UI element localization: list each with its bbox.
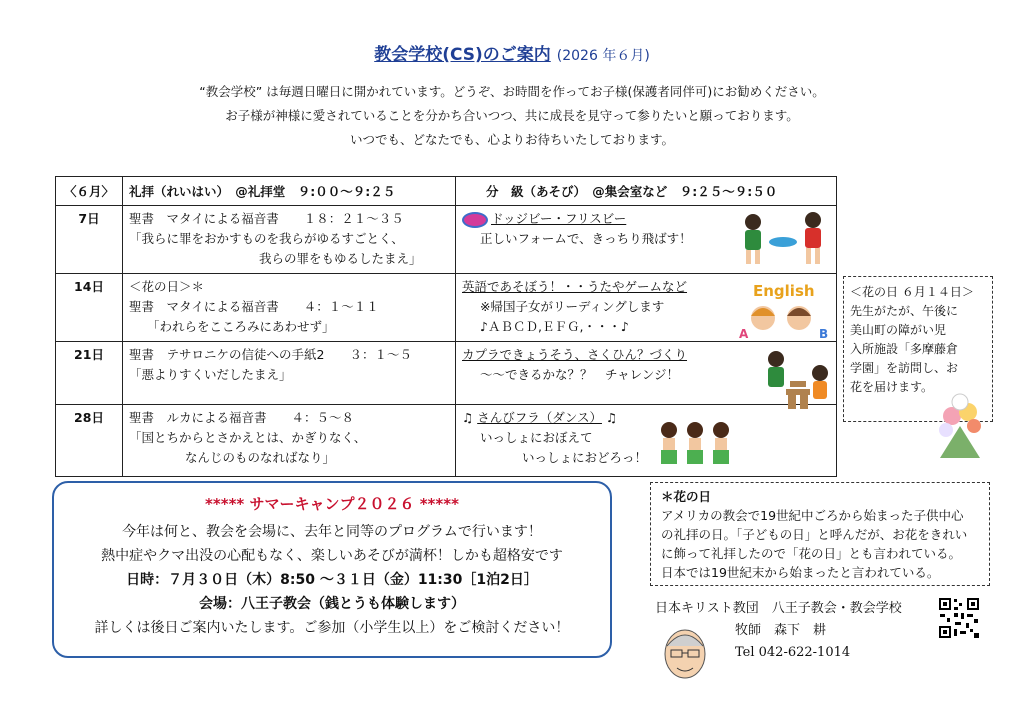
camp-line-2: 熱中症やクマ出没の心配もなく、楽しいあそびが満杯！しかも超格安です [101,548,563,564]
intro-line-1: “教会学校” は毎週日曜日に開かれています。どうぞ、お時間を作ってお子様(保護者同伴可)にお勧めください。 [199,84,825,99]
music-note-icon: ♫ [601,410,618,425]
table-row [56,274,837,342]
row-worship [123,405,456,477]
row-bible: 聖書 ルカによる福音書 ４：５〜８ [129,410,355,425]
qr-code-icon [938,597,980,639]
pastor-portrait-illustration [655,624,715,682]
activity-desc: 〜〜できるかな？？ チャレンジ！ [480,367,680,382]
activity-title: カプラできょうそう、さくひん？づくり [462,347,688,362]
header-worship: 礼拝（れいはい） @礼拝堂 ９:００〜９:２５ [123,177,456,206]
note-title: ＜花の日 ６月１４日＞ [850,285,974,299]
camp-line-5: 詳しくは後日ご案内いたします。ご参加（小学生以上）をご検討ください！ [94,620,570,636]
row-verse: 「われらをこころみにあわせず」 [147,319,335,334]
pastor-name: 牧師 森下 耕 [735,623,827,638]
activity-title: ドッジビー・フリスビー [491,211,627,226]
intro-line-2: お子様が神様に愛されていることを分かち合いつつ、共に成長を見守って参りたいと願っております。 [225,108,799,123]
row-date: 14日 [56,274,123,342]
row-verse: 「悪よりすくいだしたまえ」 [129,367,292,382]
flower-bouquet-illustration [930,392,990,462]
row-worship [123,206,456,274]
camp-venue: 会場：八王子教会（銭とうも体験します） [199,596,465,612]
hula-dancers-illustration [655,416,735,472]
summer-camp-box [52,481,612,658]
svg-text:B: B [819,327,829,341]
row-verse-2: なんじのものなればなり」 [185,450,336,465]
note-line: 花を届けます。 [850,380,934,394]
note-line: 先生がたが、午後に [850,304,959,318]
activity-desc: 正しいフォームで、きっちり飛ばす！ [480,231,692,246]
intro-line-3: いつでも、どなたでも、心よりお待ちいたしております。 [349,132,674,147]
church-tel: Tel 042-622-1014 [735,645,851,660]
header-activity: 分 級（あそび） @集会室など ９:２５〜９:５０ [456,177,837,206]
row-verse-2: 我らの罪をもゆるしたまえ」 [259,251,422,266]
title-subtitle: (2026 年６月) [556,48,650,64]
row-verse: 「我らに罪をおかすものを我らがゆるすごとく、 [129,231,404,246]
note-line: 学園」を訪問し、お [850,361,959,375]
svg-text:English: English [753,282,815,300]
row-verse: 「国とちからとさかえとは、かぎりなく、 [129,430,367,445]
page-title [0,40,1024,65]
note-line: 美山町の障がい児 [850,323,947,337]
kapla-kids-illustration [760,347,835,413]
hana-title: ＊花の日 [661,489,712,504]
table-header-row [56,177,837,206]
music-note-icon: ♫ [462,410,478,425]
table-row [56,342,837,405]
row-bible: 聖書 マタイによる福音書 １８：２１〜３５ [129,211,404,226]
row-activity [456,405,837,477]
row-special: ＜花の日＞＊ [129,279,205,294]
activity-desc-2: いっしょにおどろっ！ [522,450,648,465]
row-date: 21日 [56,342,123,405]
activity-title: 英語であそぼう！・・うたやゲームなど [462,279,688,294]
frisbee-icon [462,212,488,228]
flower-day-explanation [650,482,990,586]
table-row [56,206,837,274]
activity-desc: いっしょにおぼえて [480,430,593,445]
hana-line: 日本では19世紀末から始まったと言われている。 [661,565,940,580]
note-line: 入所施設「多摩藤倉 [850,342,959,356]
activity-desc: ※帰国子女がリーディングします [480,299,665,314]
camp-title: ***** サマーキャンプ２０２６ ***** [205,495,459,513]
row-bible: 聖書 マタイによる福音書 ４：１〜１１ [129,299,379,314]
row-date: 7日 [56,206,123,274]
activity-title: さんびフラ（ダンス） [477,410,602,425]
header-month: 〈６月〉 [56,177,123,206]
row-date: 28日 [56,405,123,477]
hana-line: に飾って礼拝したので「花の日」とも言われている。 [661,546,962,561]
row-worship [123,342,456,405]
english-kids-illustration [735,280,830,342]
camp-line-1: 今年は何と、教会を会場に、去年と同等のプログラムで行います！ [122,524,542,540]
frisbee-kids-illustration [735,208,830,268]
svg-text:A: A [739,327,749,341]
row-bible: 聖書 テサロニケの信徒への手紙2 ３：１〜５ [129,347,412,362]
row-worship [123,274,456,342]
hana-line: の礼拝の日。「子どもの日」と呼んだが、お花をきれい [661,527,968,542]
hana-line: アメリカの教会で19世紀中ごろから始まった子供中心 [661,508,964,523]
title-main: 教会学校(CS)のご案内 [374,45,551,65]
activity-extra: ♪ＡＢＣＤ,ＥＦＧ,・・・♪ [480,319,629,334]
camp-date: 日時：７月３０日（木）8:50 〜３１日（金）11:30［1泊2日］ [126,572,538,588]
church-name: 日本キリスト教団 八王子教会・教会学校 [655,601,902,616]
